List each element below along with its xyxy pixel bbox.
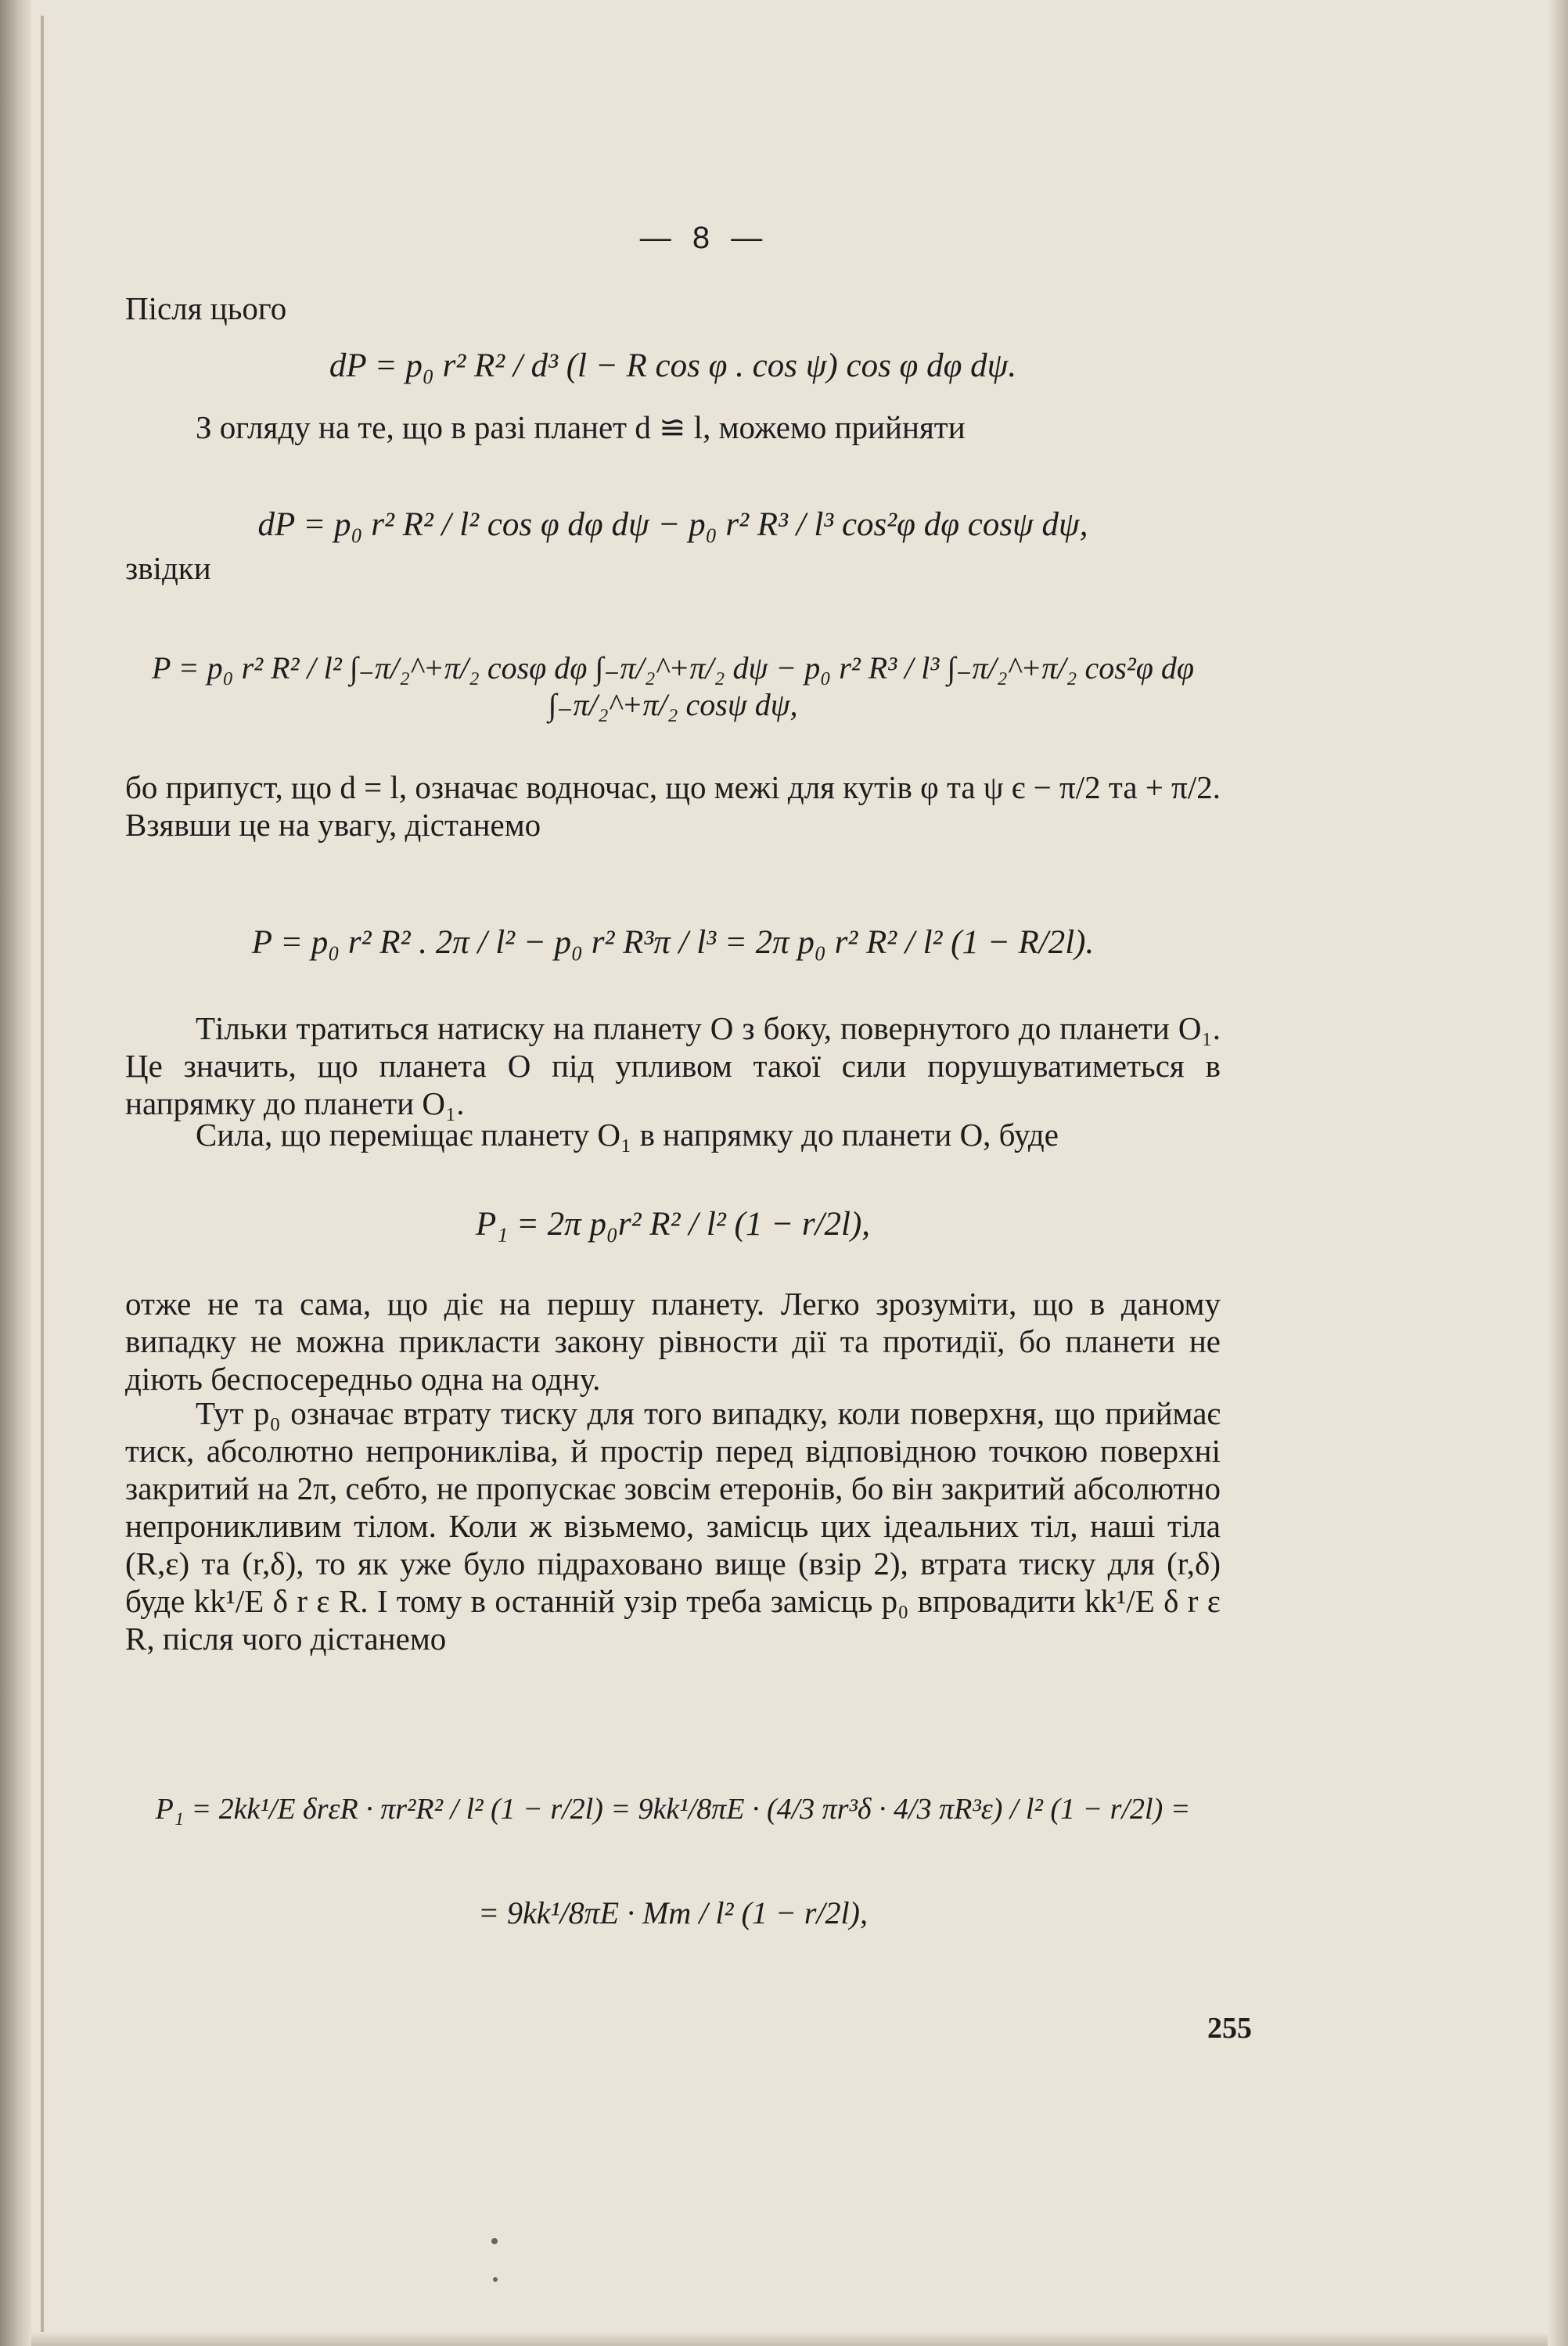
binding-shadow xyxy=(0,0,31,2346)
equation-5 xyxy=(125,1182,1221,1268)
paragraph-text: Тільки тратиться натиску на планету O з боку, повернутого до планети O₁. Це значить, що планета O під упливом такої сили порушуватиметься в напрямку до планети O₁. xyxy=(125,1010,1221,1121)
paragraph-text: звідки xyxy=(125,550,211,586)
paragraph-text: Сила, що переміщає планету O₁ в напрямку до планети O, буде xyxy=(196,1117,1059,1153)
paragraph-not-same xyxy=(125,1285,1221,1398)
equation-2 xyxy=(125,477,1221,556)
equation-6 xyxy=(125,1761,1221,1862)
paragraph-text: бо припуст, що d = l, означає водночас, що межі для кутів φ та ψ є − π/2 та + π/2. Взявши це на увагу, дістанемо xyxy=(125,769,1221,843)
equation-7 xyxy=(125,1874,1221,1952)
paragraph-text: З огляду на те, що в разі планет d ≌ l, можемо прийняти xyxy=(196,409,966,445)
equation-6-text: P₁ = 2kk¹/E δrεR · πr²R² / l² (1 − r/2l) = 9kk¹/8πE · (4/3 πr³δ · 4/3 πR³ε) / l² (1 − r/2l) = xyxy=(155,1793,1191,1826)
paper-speck xyxy=(491,2238,498,2244)
equation-3-text: P = p₀ r² R² / l² ∫₋π/₂^+π/₂ cosφ dφ ∫₋π/₂^+π/₂ dψ − p₀ r² R³ / l³ ∫₋π/₂^+π/₂ cos²φ dφ ∫₋π/₂^+π/₂ cosψ dψ, xyxy=(151,650,1195,722)
equation-2-text: dP = p₀ r² R² / l² cos φ dφ dψ − p₀ r² R³ / l³ cos²φ dφ cosψ dψ, xyxy=(257,506,1088,543)
equation-4-text: P = p₀ r² R² . 2π / l² − p₀ r² R³π / l³ = 2π p₀ r² R² / l² (1 − R/2l). xyxy=(251,924,1095,961)
binding-line xyxy=(41,16,44,2332)
paragraph-force xyxy=(125,1116,1221,1153)
paragraph-limits xyxy=(125,768,1221,844)
page-header-number: — 8 — xyxy=(639,221,769,255)
equation-4 xyxy=(125,900,1221,986)
paragraph-whence xyxy=(125,549,1221,587)
page-edge-bottom xyxy=(31,2332,1548,2346)
equation-1-text: dP = p₀ r² R² / d³ (l − R cos φ . cos ψ) cos φ dφ dψ. xyxy=(329,347,1017,384)
paragraph-intro xyxy=(125,290,1221,327)
paragraph-p0 xyxy=(125,1394,1221,1657)
paragraph-text: Тут p₀ означає втрату тиску для того випадку, коли поверхня, що приймає тиск, абсолютно непроникліва, й простір перед відповідною точкою поверхні закритий на 2π, себто, не пропускає зовсім етеронів, бо він закритий абсолютно непроникливим тілом. Коли ж візьмемо, замісць цих ідеальних тіл, наші тіла (R,ε) та (r,δ), то як уже було підраховано вище (взір 2), втрата тиску для (r,δ) буде kk¹/E δ r ε R. І тому в останній узір треба замісць p₀ впровадити kk¹/E δ r ε R, після чого дістанемо xyxy=(125,1395,1221,1657)
paper-speck xyxy=(493,2277,498,2282)
paragraph-approx xyxy=(196,408,1221,446)
paragraph-pressure xyxy=(125,1009,1221,1122)
paragraph-text: Після цього xyxy=(125,290,287,326)
page-edge-right xyxy=(1548,0,1568,2346)
paragraph-text: отже не та сама, що діє на першу планету. Легко зрозуміти, що в даному випадку не можна прикласти закону рівности дії та протидії, бо планети не діють беспосередньо одна на одну. xyxy=(125,1286,1221,1397)
equation-1 xyxy=(125,325,1221,411)
page-number: 255 xyxy=(1207,2012,1252,2045)
equation-3 xyxy=(125,595,1221,743)
equation-7-text: = 9kk¹/8πE · Mm / l² (1 − r/2l), xyxy=(478,1895,868,1930)
equation-5-text: P₁ = 2π p₀r² R² / l² (1 − r/2l), xyxy=(475,1206,871,1243)
